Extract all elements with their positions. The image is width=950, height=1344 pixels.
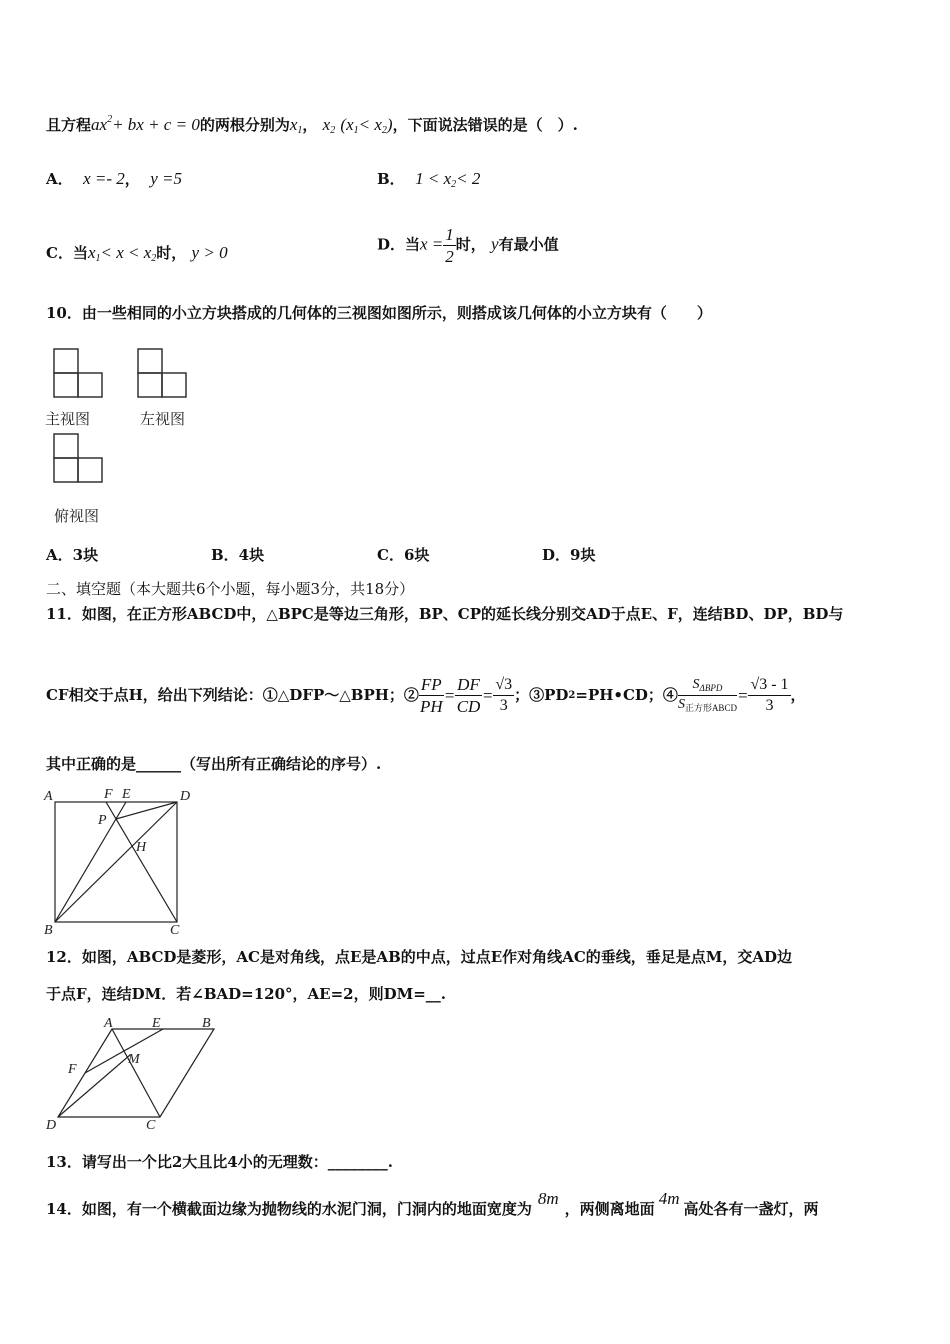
q12-rhombus-figure <box>40 1015 230 1135</box>
left-view-label: 左视图 <box>140 410 186 428</box>
q13-stem: 13．请写出一个比2大且比4小的无理数：________. <box>46 1153 393 1171</box>
q9-option-c: C．当$x_1< x < x_2$时， y > 0 <box>46 243 228 264</box>
q11-line1: 11．如图，在正方形ABCD中，△BPC是等边三角形，BP、CP的延长线分别交AD于点E、F，连结BD、DP，BD与 <box>46 605 844 623</box>
label-f: F <box>104 787 113 802</box>
q9-option-b: B． $1 < x_2< 2$ <box>377 169 481 190</box>
front-view-label: 主视图 <box>45 410 91 428</box>
label-m: M <box>128 1052 140 1067</box>
q11-square-figure <box>40 784 200 939</box>
q9-stem: 且方程$ax^2+$ bx + c = 0的两根分别为$x_1$， $x_2$ $(x_1< x_2)$，下面说法错误的是（ ）. <box>46 114 578 136</box>
q10-option-a: A．3块 <box>46 546 99 564</box>
left-view-figure <box>134 345 194 405</box>
q12-line2: 于点F，连结DM．若∠BAD=120°，AE=2，则DM=__. <box>46 985 447 1003</box>
q11-line2: CF相交于点H，给出下列结论：①△DFP～△BPH；② $\frac{FP}{PH}$ = $\frac{DF}{CD}$ = $\frac{√3}{3}$ ；③PD 2 =PH•CD；④ $\frac{S_{\Delta BPD}}{S_{正方形ABCD}}$ = $\frac{√3 - 1}{3}$ ， <box>46 675 806 716</box>
label-d: D <box>46 1118 57 1133</box>
q11-line3: 其中正确的是______（写出所有正确结论的序号）. <box>46 755 382 773</box>
label-h: H <box>136 840 147 855</box>
label-p: P <box>98 813 107 828</box>
q12-line1: 12．如图，ABCD是菱形，AC是对角线，点E是AB的中点，过点E作对角线AC的垂线，垂足是点M，交AD边 <box>46 948 793 966</box>
label-f: F <box>68 1062 77 1077</box>
label-c: C <box>146 1118 156 1133</box>
section-heading: 二、填空题（本大题共6个小题，每小题3分，共18分） <box>46 580 415 598</box>
line-ef <box>85 1029 163 1073</box>
q14-stem: 14．如图，有一个横截面边缘为抛物线的水泥门洞，门洞内的地面宽度为8m，两侧离地面4m高处各有一盏灯，两 <box>46 1189 819 1218</box>
front-view-figure <box>50 345 110 405</box>
line-ac <box>112 1029 160 1117</box>
top-view-figure <box>50 430 110 490</box>
q10-option-b: B．4块 <box>211 546 265 564</box>
q10-option-c: C．6块 <box>377 546 430 564</box>
q10-option-d: D．9块 <box>542 546 596 564</box>
label-b: B <box>44 923 53 938</box>
top-view-label: 俯视图 <box>54 507 100 525</box>
label-b: B <box>202 1016 211 1031</box>
q9-option-d: D．当x = $\frac{1}{2}$ 时， y有最小值 <box>377 225 559 266</box>
q10-stem: 10．由一些相同的小立方块搭成的几何体的三视图如图所示，则搭成该几何体的小立方块有（ ） <box>46 304 712 322</box>
label-d: D <box>180 789 191 804</box>
label-a: A <box>104 1016 113 1031</box>
label-a: A <box>44 789 53 804</box>
label-e: E <box>152 1016 161 1031</box>
q9-option-a: A． x =- 2， y =5 <box>46 169 183 188</box>
label-e: E <box>122 787 131 802</box>
label-c: C <box>170 923 180 938</box>
